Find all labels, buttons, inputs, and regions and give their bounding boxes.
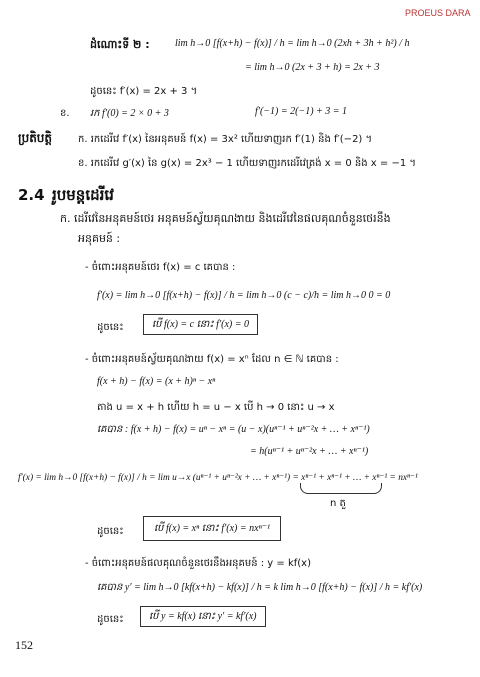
kf-result-box: [140, 606, 266, 627]
kf-result: បើ y = kf(x) នោះ y′ = kf′(x): [149, 611, 257, 622]
example-part-b-label: ខ.: [60, 108, 70, 119]
underbrace-label: n តួ: [330, 498, 346, 509]
section-subheading-1: ក. ដេរីវេនៃអនុគមន៍ថេរ អនុគមន៍ស្វ័យគុណងាយ និងដេរីវេនៃផលគុណចំនួនថេរនឹង: [60, 212, 391, 225]
kf-equation: គេបាន y′ = lim h→0 [kf(x+h) − kf(x)] / h = k lim h→0 [f(x+h) − f(x)] / h = kf′(x): [97, 582, 423, 593]
const-intro: - ចំពោះអនុគមន៍ថេរ f(x) = c គេបាន :: [85, 262, 236, 273]
power-line-1: f(x + h) − f(x) = (x + h)ⁿ − xⁿ: [97, 376, 216, 387]
section-title: រូបមន្តដេរីវេ: [52, 186, 114, 204]
const-result: បើ f(x) = c នោះ f′(x) = 0: [152, 319, 249, 330]
exercise-a: ក. រកដេរីវេ f′(x) នៃអនុគមន៍ f(x) = 3x² ហើយទាញរក f′(1) និង f′(−2) ។: [78, 134, 373, 145]
example-part-b-1: រក f′(0) = 2 × 0 + 3: [90, 108, 169, 119]
power-derivative-line: f′(x) = lim h→0 [f(x+h) − f(x)] / h = lim u→x (uⁿ⁻¹ + uⁿ⁻²x + … + xⁿ⁻¹) = xⁿ⁻¹ + xⁿ⁻¹ + … + xⁿ⁻¹ = nxⁿ⁻¹: [18, 473, 418, 483]
example-label: ដំណោះទី ២ :: [90, 38, 150, 51]
power-conclusion: ដូចនេះ: [97, 526, 124, 537]
power-intro: - ចំពោះអនុគមន៍ស្វ័យគុណងាយ f(x) = xⁿ ដែល n ∈ ℕ គេបាន :: [85, 354, 339, 365]
example-line-2: = lim h→0 (2x + 3 + h) = 2x + 3: [245, 62, 380, 73]
const-result-box: [143, 314, 258, 335]
kf-intro: - ចំពោះអនុគមន៍ផលគុណចំនួនថេរនឹងអនុគមន៍ : y = kf(x): [85, 558, 311, 569]
section-number: 2.4: [18, 186, 45, 204]
page-number: 152: [15, 638, 33, 652]
example-line-1: lim h→0 [f(x+h) − f(x)] / h = lim h→0 (2xh + 3h + h²) / h: [175, 38, 410, 49]
const-equation: f′(x) = lim h→0 [f(x+h) − f(x)] / h = lim h→0 (c − c)/h = lim h→0 0 = 0: [97, 290, 391, 301]
power-result-box: [143, 516, 281, 541]
power-result: បើ f(x) = xⁿ នោះ f′(x) = nxⁿ⁻¹: [154, 523, 271, 534]
const-conclusion: ដូចនេះ: [97, 322, 124, 333]
page-header: PROEUS DARA: [405, 8, 471, 18]
power-line-4: = h(uⁿ⁻¹ + uⁿ⁻²x + … + xⁿ⁻¹): [250, 446, 369, 457]
power-line-2: តាង u = x + h ហើយ h = u − x បើ h → 0 នោះ u → x: [97, 402, 335, 413]
example-line-3: ដូចនេះ f′(x) = 2x + 3 ។: [90, 86, 198, 97]
power-line-3: គេបាន : f(x + h) − f(x) = uⁿ − xⁿ = (u − x)(uⁿ⁻¹ + uⁿ⁻²x + … + xⁿ⁻¹): [97, 424, 370, 435]
underbrace: [300, 483, 382, 494]
kf-conclusion: ដូចនេះ: [97, 614, 124, 625]
example-part-b-2: f′(−1) = 2(−1) + 3 = 1: [255, 106, 348, 117]
section-subheading-2: អនុគមន៍ :: [78, 232, 121, 245]
exercise-label: ប្រតិបត្តិ: [18, 131, 53, 145]
exercise-b: ខ. រកដេរីវេ g′(x) នៃ g(x) = 2x³ − 1 ហើយទាញរកដេរីវេត្រង់ x = 0 និង x = −1 ។: [78, 158, 416, 169]
